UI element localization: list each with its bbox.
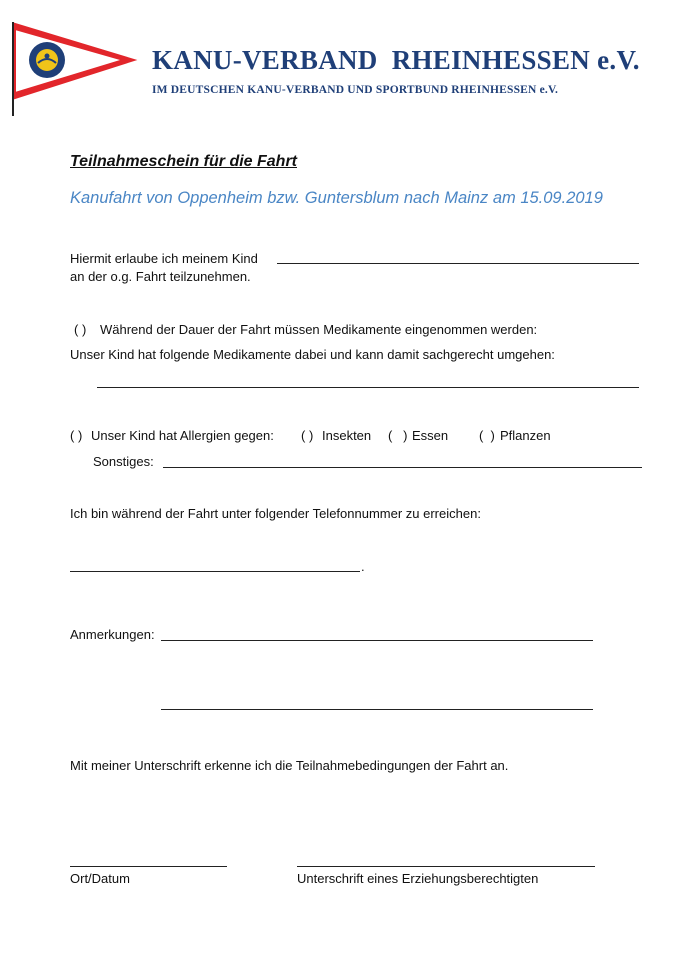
- phone-field[interactable]: [70, 571, 360, 572]
- phone-question: Ich bin während der Fahrt unter folgender Telefonnummer zu erreichen:: [70, 506, 481, 521]
- insects-label: Insekten: [322, 428, 372, 443]
- org-subtitle: IM DEUTSCHEN KANU-VERBAND UND SPORTBUND RHEINHESSEN e.V.: [152, 84, 559, 96]
- remarks-field-2[interactable]: [161, 709, 593, 710]
- food-checkbox[interactable]: ( ): [388, 428, 408, 443]
- allergy-checkbox[interactable]: ( ): [70, 428, 83, 443]
- org-name: KANU-VERBAND RHEINHESSEN e.V.: [152, 45, 640, 75]
- club-pennant-logo: [8, 20, 138, 120]
- signature-label: Unterschrift eines Erziehungsberechtigten: [297, 871, 539, 886]
- event-subtitle: Kanufahrt von Oppenheim bzw. Guntersblum nach Mainz am 15.09.2019: [70, 189, 603, 207]
- medication-checkbox[interactable]: ( ): [74, 322, 87, 337]
- consent-statement: Mit meiner Unterschrift erkenne ich die Teilnahmebedingungen der Fahrt an.: [70, 758, 509, 773]
- plants-label: Pflanzen: [500, 428, 551, 443]
- permission-text-2: an der o.g. Fahrt teilzunehmen.: [70, 269, 251, 284]
- plants-checkbox[interactable]: ( ): [479, 428, 495, 443]
- medication-question: Während der Dauer der Fahrt müssen Medikamente eingenommen werden:: [100, 322, 538, 337]
- child-name-field[interactable]: [277, 263, 639, 264]
- remarks-label: Anmerkungen:: [70, 627, 155, 642]
- other-allergy-field[interactable]: [163, 467, 642, 468]
- allergy-question: Unser Kind hat Allergien gegen:: [91, 428, 274, 443]
- place-date-field[interactable]: [70, 866, 227, 867]
- signature-field[interactable]: [297, 866, 595, 867]
- remarks-field[interactable]: [161, 640, 593, 641]
- form-title: Teilnahmeschein für die Fahrt: [70, 153, 298, 170]
- place-date-label: Ort/Datum: [70, 871, 130, 886]
- other-label: Sonstiges:: [93, 454, 154, 469]
- phone-period: .: [361, 559, 365, 574]
- permission-text: Hiermit erlaube ich meinem Kind: [70, 251, 258, 266]
- medication-detail: Unser Kind hat folgende Medikamente dabei und kann damit sachgerecht umgehen:: [70, 347, 555, 362]
- food-label: Essen: [412, 428, 449, 443]
- medication-field[interactable]: [97, 387, 639, 388]
- insects-checkbox[interactable]: ( ): [301, 428, 314, 443]
